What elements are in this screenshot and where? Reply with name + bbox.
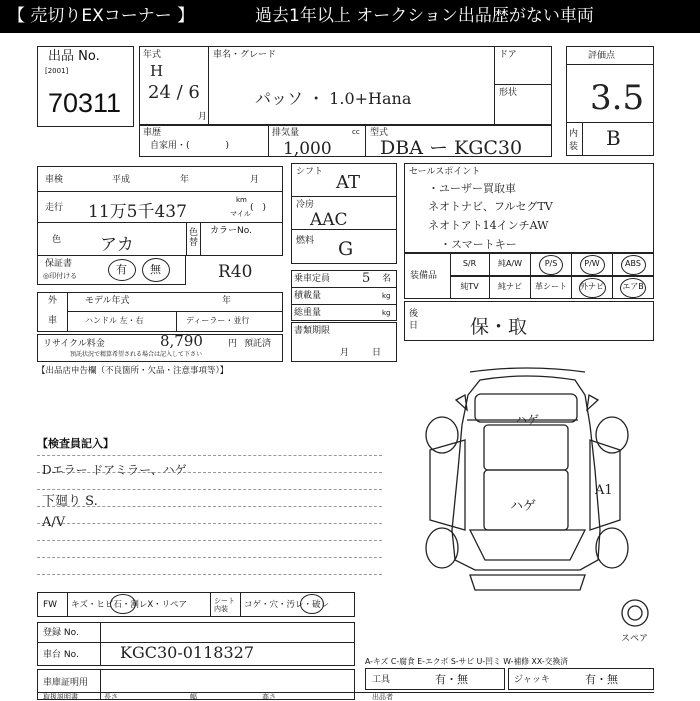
shift-label: シフト [296,167,324,177]
tools-value: 有・無 [435,673,468,686]
inspection-month: 月 [250,175,260,185]
score-value: 3.5 [590,78,645,118]
ac-label: 冷房 [296,200,315,210]
bottom-d: 高さ [262,693,276,701]
inspector-line-3: A/V [42,515,66,530]
sales-line-4: ・スマートキー [440,238,517,251]
equipment-label: 装備品 [410,271,438,281]
fuel-value: G [338,238,354,260]
lot-prefix: [2001] [45,67,69,75]
capacity-value: 5 [362,271,371,286]
sales-line-1: ・ユーザー買取車 [428,182,516,195]
model-value: DBA ー KGC30 [380,137,523,159]
warranty-sub: ◎印付ける [43,272,78,280]
foreign-year-unit: 年 [222,296,232,306]
equip-pw: P/W [572,254,613,276]
chassis-value: KGC30-0118327 [120,643,254,662]
fw-circle-1 [110,594,136,614]
name-value: パッソ ・ 1.0+Hana [255,89,412,108]
foreign-model-year: モデル年式 [85,296,130,306]
warranty-no: 無 [150,263,161,276]
bottom-b: 長さ [104,693,118,701]
recycle-label: リサイクル料金 [43,339,105,349]
fw-defects: コゲ・穴・汚レ・破レ [244,600,330,610]
docdate-label: 書類期限 [294,326,331,336]
sales-line-2: ネオトナビ、フルセグTV [428,200,553,213]
mileage-mile: マイル [230,210,251,218]
foreign-label-2: 車 [48,316,58,326]
color-change: 色替 [189,228,199,248]
rear-label: 後日 [409,309,419,331]
rear-value: 保・取 [470,316,528,338]
equip-abs: ABS [613,254,654,276]
weight-unit: kg [382,309,391,317]
recycle-unit: 円 [228,339,238,349]
recycle-note: 預託状況で精算希望される場合は記入して下さい [70,351,203,358]
spare-label: スペア [621,634,649,644]
docdate-month: 月 [340,348,350,358]
equip-ps: P/S [531,254,572,276]
year-value: 24 / 6 [148,82,200,103]
equip-airbag: エアB [613,277,654,299]
inspector-line-2: 下廻り S. [42,494,98,509]
registration-box [37,622,355,643]
banner-right-text: 過去1年以上 オークション出品歴がない車両 [255,6,594,26]
usage-label: 車歴 [143,128,162,138]
inspection-era: 平成 [112,175,131,185]
chassis-label: 車台 No. [43,650,79,660]
foreign-dealer: ディーラー・並行 [186,316,250,325]
lot-label: 出品 No. [48,49,100,64]
bottom-e: 出品者 [372,693,393,701]
ac-value: AAC [310,210,348,230]
inspector-line-1: Dエラー ドアミラー、ハゲ [42,463,187,477]
legend-text: A-キズ C-腐食 E-エクボ S-サビ U-凹ミ W-補修 XX-交換済 [365,657,569,666]
fw-seat: シート内装 [214,597,235,613]
jack-value: 有・無 [585,673,618,686]
fuel-label: 燃料 [296,236,315,246]
capacity-label: 乗車定員 [294,274,331,284]
mileage-value: 11万5千437 [88,202,187,222]
diagram-mark-2: ハゲ [510,499,537,514]
year-era: H [150,62,164,80]
tools-label: 工具 [372,675,391,685]
mileage-label: 走行 [45,203,64,213]
year-unit: 月 [198,112,208,122]
load-unit: kg [382,292,391,300]
colorno-label: カラーNo. [210,226,252,236]
model-label: 型式 [370,128,389,138]
banner-left-text: 【 売切りEXコーナー 】 [8,6,195,26]
shift-value: AT [336,172,361,193]
fw-label: FW [43,600,58,610]
jack-label: ジャッキ [514,675,550,685]
bottom-c: 幅 [190,693,197,701]
equip-tv: 純TV [450,277,490,299]
doors-label: ドア [499,50,517,60]
equip-extnavi: 外ナビ [572,277,613,299]
sales-line-3: ネオトアト14インチAW [428,219,549,232]
color-label: 色 [52,235,62,245]
fw-text: キズ・ヒビ石・割レX・リペア [71,600,187,610]
mileage-paren: ( ) [250,203,267,213]
lot-number: 70311 [48,88,122,118]
foreign-handle: ハンドル 左・右 [85,316,144,325]
colorno-value: R40 [218,262,253,282]
foreign-label-1: 外 [48,296,58,306]
warranty-yes: 有 [116,263,127,276]
displacement-unit: cc [352,128,360,136]
warranty-label: 保証書 [45,259,73,269]
equip-aw: 純A/W [490,254,531,276]
recycle-value: 8,790 [160,332,203,350]
equip-leather: 革シート [531,277,572,299]
inspector-label: 【検査員記入】 [37,437,114,450]
weight-label: 総重量 [294,308,322,318]
bottom-a: 取扱説明書 [43,693,78,701]
name-label: 車名・グレード [213,50,277,60]
load-label: 積載量 [294,291,322,301]
equip-sr: S/R [450,254,490,276]
displacement-label: 排気量 [272,128,300,138]
cert-label: 車庫証明用 [43,678,89,688]
interior-label: 内装 [569,129,579,152]
diagram-mark-1: ハゲ [515,413,540,427]
inspection-year: 年 [180,175,190,185]
recycle-status: 預託済 [244,339,272,349]
usage-value: 自家用・( ) [150,141,230,151]
report-header: 【出品店申告欄（不良箇所・欠品・注意事項等）】 [37,366,229,376]
year-label: 年式 [143,50,162,60]
shape-label: 形状 [499,88,518,98]
diagram-mark-3: A1 [595,483,613,498]
fw-circle-2 [300,594,324,614]
score-label: 評価点 [588,51,616,61]
sales-label: セールスポイント [409,167,481,177]
docdate-day: 日 [372,348,382,358]
interior-value: B [606,126,621,150]
color-value: アカ [100,235,134,255]
inspection-label: 車検 [45,175,64,185]
mileage-km: km [236,196,247,204]
displacement-value: 1,000 [283,139,332,159]
capacity-unit: 名 [382,274,392,284]
registration-label: 登録 No. [43,628,79,638]
equip-navi: 純ナビ [490,277,531,299]
